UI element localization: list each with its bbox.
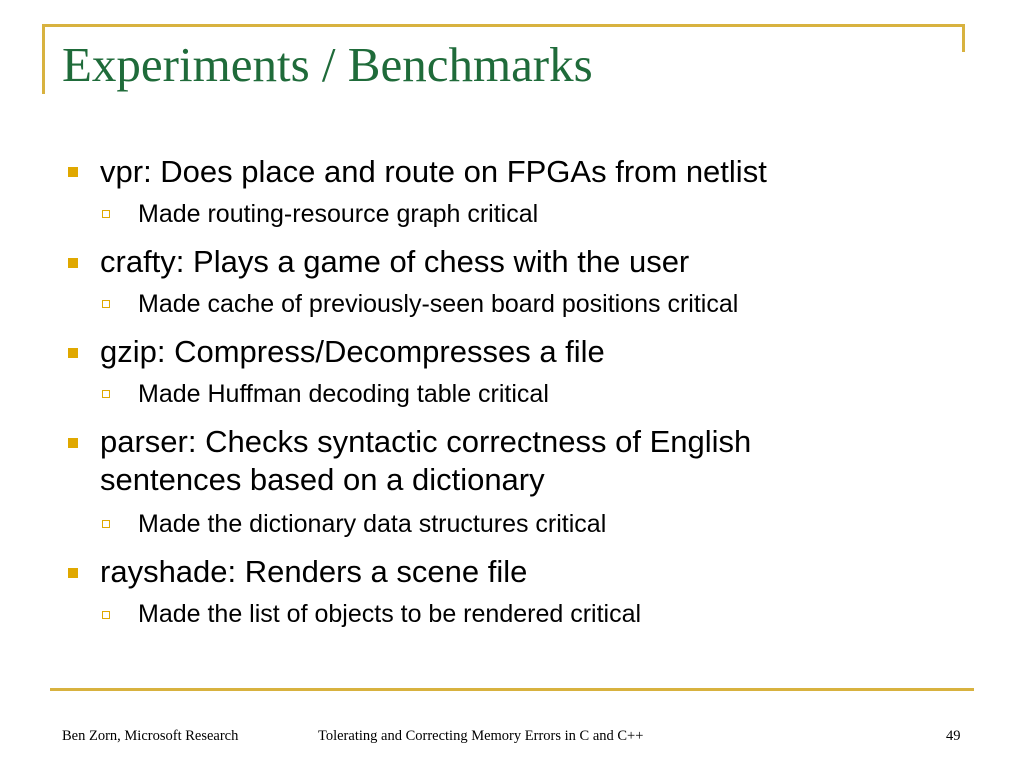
page-number: 49 <box>946 728 961 744</box>
bullet-item-line-2: sentences based on a dictionary <box>100 462 545 497</box>
bullet-item: crafty: Plays a game of chess with the user <box>100 244 690 279</box>
sub-bullet-box-icon <box>102 210 110 218</box>
sub-bullet-box-icon <box>102 390 110 398</box>
footer-author: Ben Zorn, Microsoft Research <box>62 728 239 744</box>
sub-bullet-item: Made routing-resource graph critical <box>138 200 539 228</box>
sub-bullet-box-icon <box>102 300 110 308</box>
footer-talk-title: Tolerating and Correcting Memory Errors in C and C++ <box>318 728 644 744</box>
sub-bullet-box-icon <box>102 520 110 528</box>
bullet-square-icon <box>68 438 78 448</box>
bullet-square-icon <box>68 568 78 578</box>
bullet-item-line-1: parser: Checks syntactic correctness of English <box>100 424 752 459</box>
bullet-item: gzip: Compress/Decompresses a file <box>100 334 605 369</box>
bullet-item: vpr: Does place and route on FPGAs from netlist <box>100 154 767 189</box>
footer-rule <box>50 688 974 691</box>
sub-bullet-item: Made Huffman decoding table critical <box>138 380 549 408</box>
bullet-square-icon <box>68 167 78 177</box>
bullet-square-icon <box>68 258 78 268</box>
sub-bullet-box-icon <box>102 611 110 619</box>
slide-title: Experiments / Benchmarks <box>62 37 593 92</box>
bullet-square-icon <box>68 348 78 358</box>
sub-bullet-item: Made the dictionary data structures critical <box>138 510 607 538</box>
sub-bullet-item: Made cache of previously-seen board positions critical <box>138 290 739 318</box>
bullet-item: rayshade: Renders a scene file <box>100 554 528 589</box>
sub-bullet-item: Made the list of objects to be rendered critical <box>138 600 642 628</box>
